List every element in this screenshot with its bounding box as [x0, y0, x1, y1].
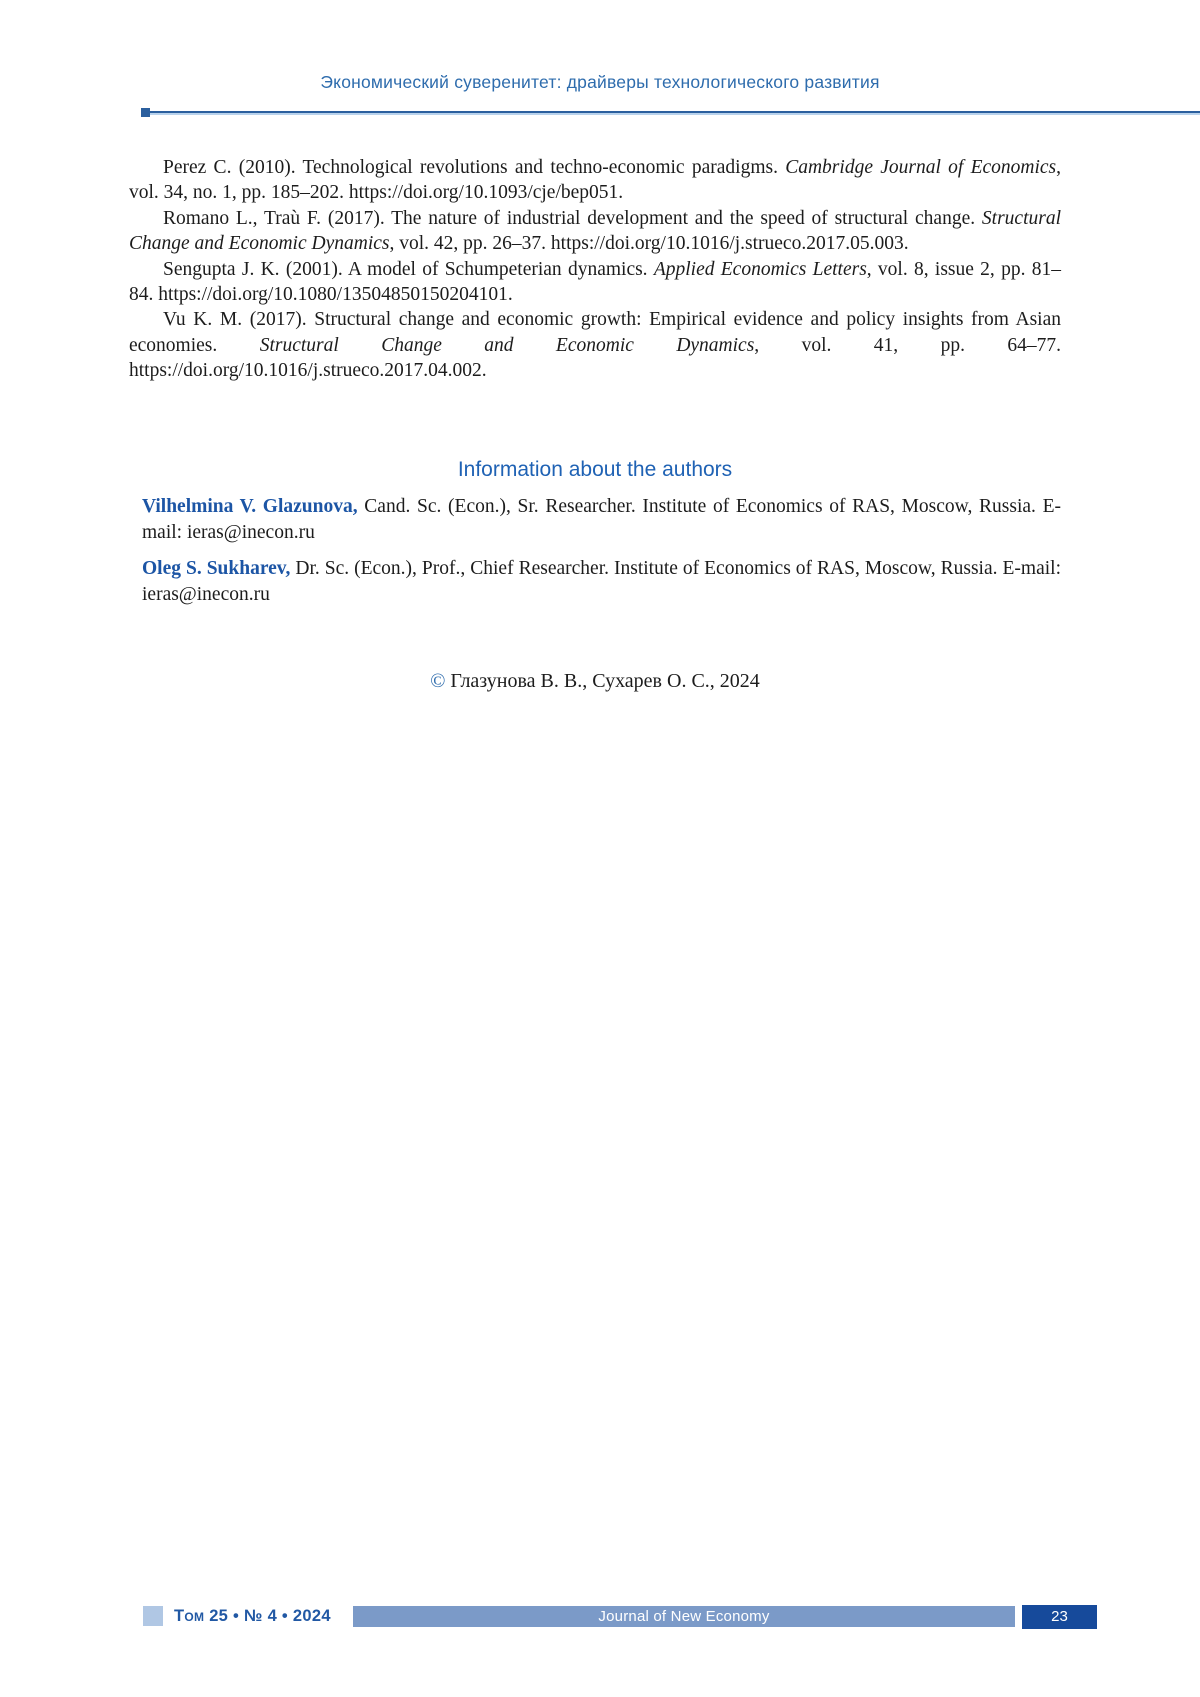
author-entry: Oleg S. Sukharev, Dr. Sc. (Econ.), Prof., Chief Researcher. Institute of Economics of RAS, Moscow, Russia. E-mail: ieras@inecon.ru [142, 558, 1061, 605]
running-head: Экономический суверенитет: драйверы технологического развития [320, 72, 880, 92]
page-footer [0, 1604, 1200, 1630]
rule-end-square [141, 108, 150, 117]
footer-square-mark [143, 1606, 163, 1626]
authors-section [129, 458, 1061, 608]
references-list [129, 155, 1061, 384]
copyright-line: © Глазунова В. В., Сухарев О. С., 2024 [430, 670, 760, 692]
reference-entry: Perez C. (2010). Technological revolutions and techno-economic paradigms. Cambridge Journal of Economics, vol. 34, no. 1, pp. 185–202. https://doi.org/10.1093/cje/bep051. [129, 157, 1062, 204]
reference-entry: Romano L., Traù F. (2017). The nature of industrial development and the speed of structural change. Structural Change and Economic Dynamics, vol. 42, pp. 26–37. https://doi.org/10.1016/j.strueco.2017.05.003. [129, 207, 1061, 255]
header-rule [142, 111, 1200, 113]
author-entry: Vilhelmina V. Glazunova, Cand. Sc. (Econ.), Sr. Researcher. Institute of Economics of RAS, Moscow, Russia. E-mail: ieras@inecon.ru [142, 496, 1061, 543]
footer-page-number: 23 [1022, 1605, 1097, 1629]
authors-heading: Information about the authors [457, 458, 733, 481]
footer-journal-name: Journal of New Economy [353, 1606, 1015, 1627]
reference-entry: Sengupta J. K. (2001). A model of Schumpeterian dynamics. Applied Economics Letters, vol. 8, issue 2, pp. 81–84. https://doi.org/10.1080/13504850150204101. [129, 258, 1061, 306]
footer-volume-info: Том 25 • № 4 • 2024 [174, 1607, 331, 1625]
reference-entry: Vu K. M. (2017). Structural change and economic growth: Empirical evidence and policy insights from Asian economies. Structural Change and Economic Dynamics, vol. 41, pp. 64–77. https://doi.org/10.1016/j.strueco.2017.04.002. [129, 309, 1061, 382]
